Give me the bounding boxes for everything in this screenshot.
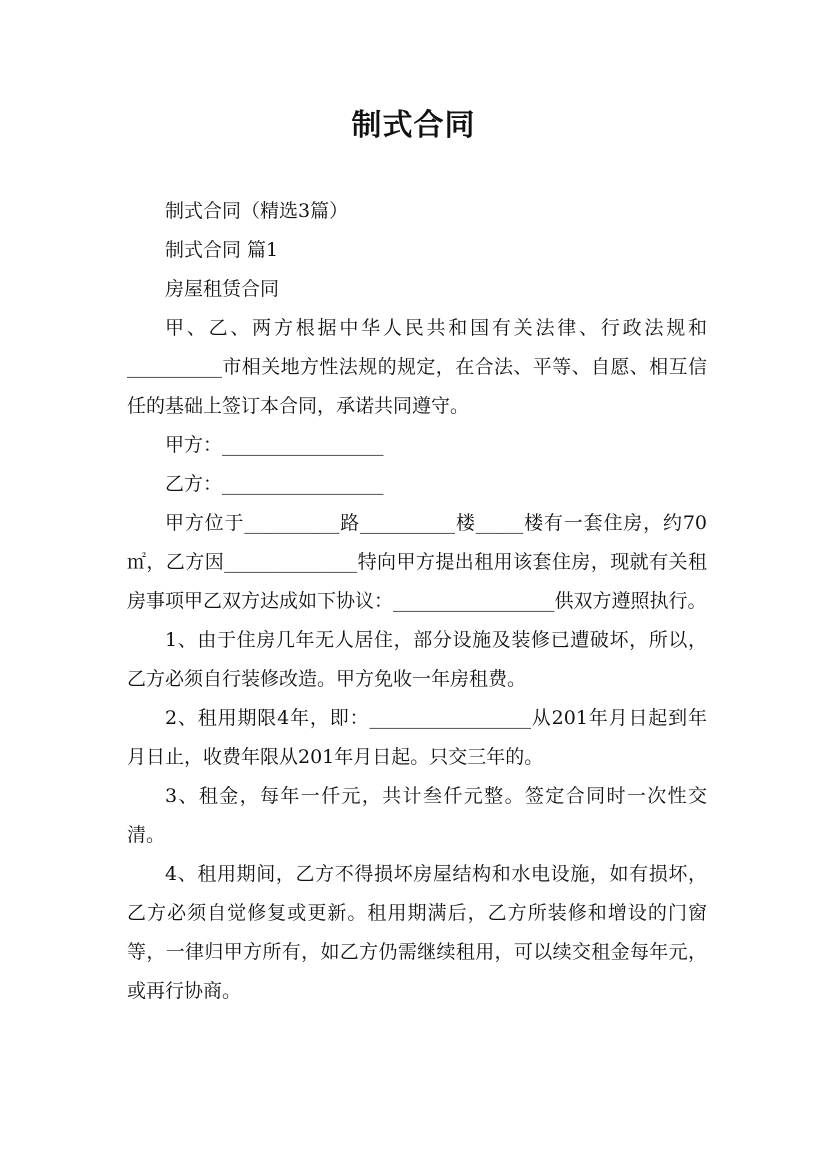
paragraph-10: 3、租金，每年一仟元，共计叁仟元整。签定合同时一次性交清。 xyxy=(127,785,707,846)
document-title: 制式合同 xyxy=(351,108,476,143)
paragraph-6: 乙方：_________________ xyxy=(165,473,384,495)
document-body xyxy=(127,192,707,1011)
paragraph-1: 制式合同（精选3篇） xyxy=(165,200,349,222)
paragraph-5: 甲方：_________________ xyxy=(165,434,384,456)
paragraph-4: 甲、乙、两方根据中华人民共和国有关法律、行政法规和__________市相关地方性法规的规定，在合法、平等、自愿、相互信任的基础上签订本合同，承诺共同遵守。 xyxy=(127,317,707,417)
paragraph-7: 甲方位于__________路__________楼_____楼有一套住房，约70㎡，乙方因______________特向甲方提出租用该套住房，现就有关租房事项甲乙双方达成如下协议：_________________供双方遵照执行。 xyxy=(127,512,707,612)
paragraph-2: 制式合同 篇1 xyxy=(165,239,279,261)
paragraph-9: 2、租用期限4年，即：_________________从201年月日起到年月日止，收费年限从201年月日起。只交三年的。 xyxy=(127,707,707,768)
paragraph-11: 4、租用期间，乙方不得损坏房屋结构和水电设施，如有损坏，乙方必须自觉修复或更新。租用期满后，乙方所装修和增设的门窗等，一律归甲方所有，如乙方仍需继续租用，可以续交租金每年元，或再行协商。 xyxy=(127,863,707,1002)
paragraph-3: 房屋租赁合同 xyxy=(165,278,280,300)
paragraph-8: 1、由于住房几年无人居住，部分设施及装修已遭破坏，所以，乙方必须自行装修改造。甲方免收一年房租费。 xyxy=(127,629,707,690)
